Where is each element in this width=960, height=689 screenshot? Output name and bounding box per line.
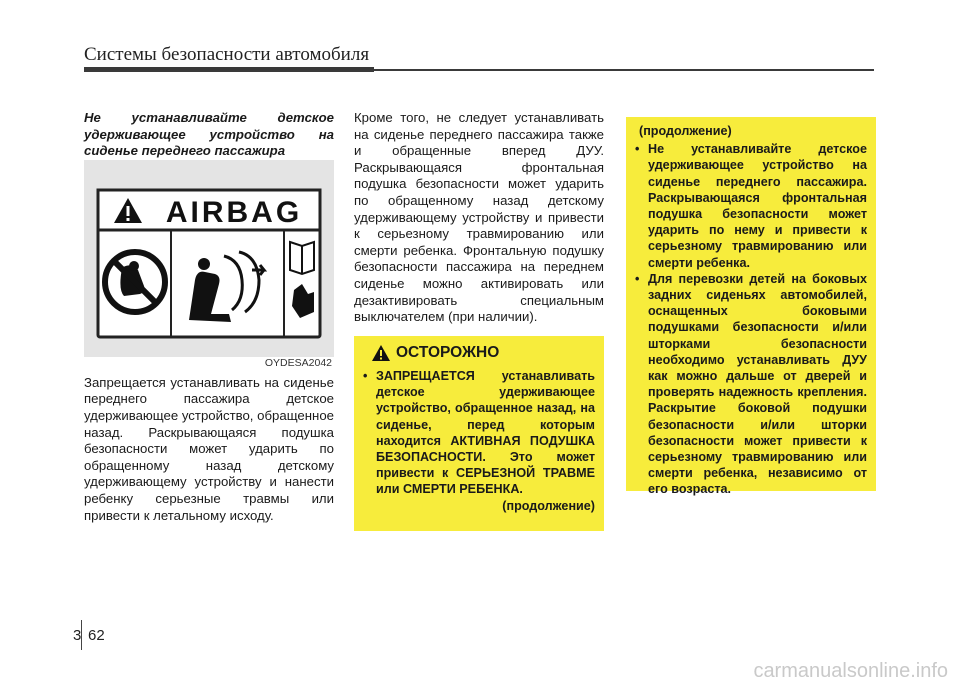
warning-title: ОСТОРОЖНО <box>396 344 500 361</box>
warning-box-header <box>371 344 595 362</box>
continued-label: (продолжение) <box>639 124 732 138</box>
airbag-label-illustration <box>84 160 334 357</box>
warning-item: • Для перевозки детей на боковых задних сиденьях автомобилей, оснащенных боковыми подушками безопасности и/или шторками безопасности необходимо устанавливать ДУУ как можно дальше от дверей и проверять надежность крепления. Раскрытие боковой подушки безопасности и/или шторки безопасности может привести к серьезному травмированию или смерти ребенка, независимо от его возраста. <box>635 271 867 498</box>
warning-item: • Не устанавливайте детское удерживающее устройство на сиденье переднего пассажира. Раскрывающаяся фронтальная подушка безопасности может ударить по нему и привести к серьезному травмированию или смерти ребенка. <box>635 141 867 271</box>
header-rule-thick <box>84 67 374 72</box>
warning-item: • ЗАПРЕЩАЕТСЯ устанавливать детское удерживающее устройство, обращенное назад, на сиденье, перед которым находится АКТИВНАЯ ПОДУШКА БЕЗОПАСНОСТИ. Это может привести к СЕРЬЕЗНОЙ ТРАВМЕ или СМЕРТИ РЕБЕНКА. <box>363 368 595 498</box>
warning-list <box>363 368 595 498</box>
header-rule-thin <box>374 69 874 71</box>
warning-list <box>635 141 867 497</box>
middle-paragraph: Кроме того, не следует устанавливать на сиденье переднего пассажира также и обращенные вперед ДУУ. Раскрывающаяся фронтальная подушка безопасности может ударить по обращенному назад детскому удерживающему устройству и привести к серьезному травмированию или смерти ребенка. Фронтальную подушку безопасности пассажира на переднем сиденье можно активировать или дезактивировать специальным выключателем (при наличии). <box>354 110 604 325</box>
no-child-seat-icon <box>105 252 165 312</box>
airbag-warning-figure <box>84 160 334 370</box>
warning-continuation-box <box>626 117 876 497</box>
footer-divider <box>81 620 82 650</box>
watermark-text: carmanualsonline.info <box>753 660 948 682</box>
section-subheading: Не устанавливайте детское удерживающее устройство на сиденье переднего пассажира <box>84 110 334 159</box>
middle-column <box>354 110 604 326</box>
warning-box <box>354 336 604 531</box>
figure-code: OYDESA2042 <box>264 357 332 370</box>
page-number: 62 <box>88 627 105 644</box>
continued-label: (продолжение) <box>502 498 595 513</box>
left-paragraph: Запрещается устанавливать на сиденье переднего пассажира детское удерживающее устройство, обращенное назад. Раскрывающаяся подушка безопасности может ударить по обращенному назад детскому удерживающему устройству и нанести ребенку серьезные травмы или привести к летальному исходу. <box>84 374 334 523</box>
airbag-label-text: AIRBAG <box>165 195 303 229</box>
section-number: 3 <box>73 627 82 644</box>
warning-triangle-icon <box>371 344 391 362</box>
left-column <box>84 110 334 524</box>
page-title: Системы безопасности автомобиля <box>84 44 370 65</box>
